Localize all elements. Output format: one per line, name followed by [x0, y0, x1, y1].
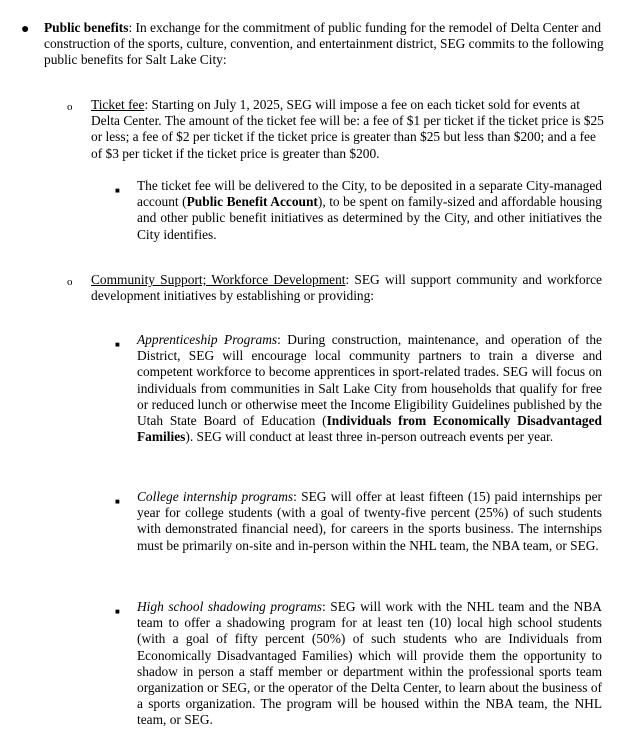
- bullet-square-icon: ■: [115, 607, 120, 616]
- apprenticeship-title: Apprenticeship Programs: [137, 332, 278, 347]
- public-benefits-heading: Public benefits: [44, 20, 129, 35]
- apprenticeship-text-after: ). SEG will conduct at least three in-person outreach events per year.: [185, 429, 554, 445]
- bullet-circle-icon: o: [67, 101, 73, 113]
- public-benefits-text: : In exchange for the commitment of public funding for the remodel of Delta Center and construction of the sports, culture, convention, and entertainment district, SEG commits to the following public benefits for Salt Lake City:: [44, 20, 604, 68]
- bullet-square-icon: ■: [115, 186, 120, 195]
- apprenticeship-paragraph: [137, 332, 602, 445]
- economically-disadvantaged-term: Individuals from Economically Disadvantaged Families: [137, 413, 602, 445]
- bullet-square-icon: ■: [115, 340, 120, 349]
- public-benefit-account-term: Public Benefit Account: [186, 194, 318, 210]
- community-support-text: : SEG will support community and workforce development initiatives by establishing or providing:: [91, 272, 602, 304]
- community-support-paragraph: [91, 272, 602, 304]
- college-internship-paragraph: [137, 489, 602, 554]
- apprenticeship-text-before: : During construction, maintenance, and operation of the District, SEG will encourage local community partners to train a diverse and competent workforce to become apprentices in sport-related trades. SEG will focus on individuals from communities in Salt Lake City from households that qualify for free or reduced lunch or otherwise meet the Income Eligibility Guidelines published by the Utah State Board of Education (: [137, 332, 602, 429]
- ticket-fee-sub-after: ), to be spent on family-sized and affordable housing and other public benefit initiatives as determined by the City, and other initiatives the City identifies.: [137, 194, 602, 242]
- bullet-circle-icon: o: [67, 276, 73, 288]
- college-internship-text: : SEG will offer at least fifteen (15) paid internships per year for college students (with a goal of twenty-five percent (25%) of such students with demonstrated financial need), for careers in the sports business. The internships must be primarily on-site and in-person within the NHL team, the NBA team, or SEG.: [137, 489, 602, 553]
- ticket-fee-heading: Ticket fee: [91, 97, 145, 112]
- high-school-shadowing-paragraph: [137, 599, 602, 729]
- bullet-dot-icon: ●: [21, 22, 30, 37]
- ticket-fee-text: : Starting on July 1, 2025, SEG will impose a fee on each ticket sold for events at Delta Center. The amount of the ticket fee will be: a fee of $1 per ticket if the ticket price is $25 or less; a fee of $2 per ticket if the ticket price is greater than $25 but less than $200; and a fee of $3 per ticket if the ticket price is greater than $200.: [91, 97, 604, 161]
- public-benefits-paragraph: [44, 20, 604, 69]
- ticket-fee-sub-before: The ticket fee will be delivered to the City, to be deposited in a separate City-managed account (: [137, 178, 602, 210]
- bullet-square-icon: ■: [115, 497, 120, 506]
- college-internship-title: College internship programs: [137, 489, 294, 504]
- ticket-fee-sub-paragraph: [137, 178, 602, 243]
- community-support-heading: Community Support; Workforce Development: [91, 272, 346, 287]
- high-school-shadowing-text: : SEG will work with the NHL team and the NBA team to offer a shadowing program for at least ten (10) local high school students (with a goal of fifty percent (50%) of such students who are Individuals from Economically Disadvantaged Families) which will provide them the opportunity to shadow in person a staff member or department within the professional sports team organization or SEG, or the operator of the Delta Center, to learn about the business of a sports organization. The program will be housed within the NBA team, the NHL team, or SEG.: [137, 599, 602, 728]
- ticket-fee-paragraph: [91, 97, 606, 162]
- high-school-shadowing-title: High school shadowing programs: [137, 599, 322, 614]
